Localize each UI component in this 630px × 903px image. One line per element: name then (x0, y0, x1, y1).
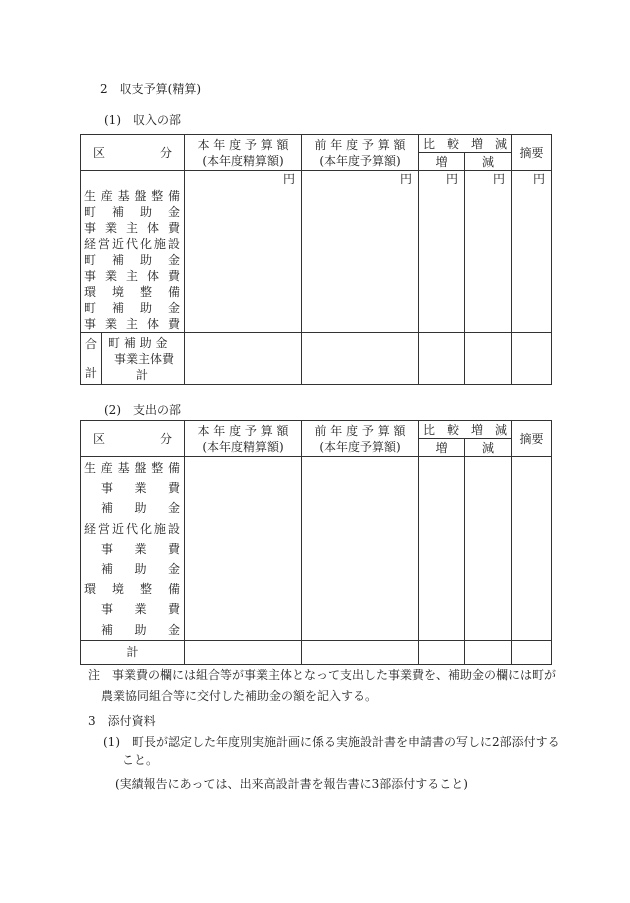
current-budget-header (185, 421, 302, 457)
total-label-cell (81, 333, 102, 385)
attach-line-3: (実績報告にあっては、出来高設計書を報告書に3部添付すること) (115, 777, 468, 791)
total-remarks-cell (512, 333, 552, 385)
income-item-label (81, 284, 184, 300)
previous-budget-sub: (本年度予算額) (319, 153, 401, 168)
label-char: 備 (167, 189, 180, 203)
label-char: 整 (151, 461, 164, 475)
label-char: 盤 (134, 461, 147, 475)
label-char: 補 (101, 501, 114, 516)
label-char: 費 (167, 269, 180, 283)
total-current-cell (185, 640, 302, 664)
expense-item-label (81, 519, 184, 539)
label-char: 町 (84, 253, 97, 267)
previous-budget-header (302, 421, 419, 457)
kubun-left: 区 (93, 145, 106, 160)
total-item-subsidy: 町 補 助 金 (108, 336, 168, 350)
expense-item-label (81, 579, 184, 599)
label-char: 営 (97, 521, 110, 536)
income-item-label (81, 204, 184, 220)
previous-budget-label: 前 年 度 予 算 額 (314, 423, 406, 438)
total-increase-cell (419, 333, 465, 385)
expense-title: (2) 支出の部 (104, 403, 181, 417)
expense-item-label (81, 458, 184, 478)
label-char: 環 (84, 285, 97, 299)
current-budget-sub: (本年度精算額) (202, 439, 284, 454)
remarks-header: 摘要 (512, 421, 552, 457)
label-char: 費 (167, 481, 180, 496)
label-char: 代 (125, 237, 138, 251)
expense-table (80, 420, 552, 665)
expense-item-label (81, 620, 184, 640)
label-char: 助 (134, 501, 147, 516)
attach-line-1: (1) 町長が認定した年度別実施計画に係る実施設計書を申請書の写しに2部添付する (103, 735, 560, 749)
label-char: 事 (84, 221, 97, 235)
current-budget-label: 本 年 度 予 算 額 (197, 423, 289, 438)
label-char: 費 (167, 541, 180, 556)
expense-item-label (81, 559, 184, 579)
note-line-1: 注 事業費の欄には組合等が事業主体となって支出した事業費を、補助金の欄には町が (88, 668, 557, 682)
expense-item-label (81, 539, 184, 559)
label-char: 費 (167, 221, 180, 235)
label-char: 金 (167, 622, 180, 637)
note-line-2: 農業協同組合等に交付した補助金の額を記入する。 (101, 689, 378, 703)
label-char: 費 (167, 317, 180, 331)
label-char: 業 (134, 602, 147, 617)
total-decrease-cell (465, 333, 512, 385)
income-item-label (81, 188, 184, 204)
label-char: 備 (167, 285, 180, 299)
kubun-header (81, 421, 185, 457)
label-char: 助 (134, 622, 147, 637)
decrease-cell: 円 (465, 171, 512, 333)
label-char: 基 (117, 189, 130, 203)
label-char: 化 (139, 237, 152, 251)
total-increase-cell (419, 640, 465, 664)
label-char: 整 (139, 582, 152, 597)
label-char: 近 (111, 521, 124, 536)
income-item-label (81, 316, 184, 332)
label-char: 産 (100, 189, 113, 203)
label-char: 町 (84, 205, 97, 219)
label-char: 業 (104, 269, 117, 283)
increase-header: 増 (419, 439, 465, 457)
label-char: 整 (151, 189, 164, 203)
section-2-title: 2 収支予算(精算) (100, 82, 201, 96)
income-item-label (81, 252, 184, 268)
total-label-top: 合 (85, 337, 98, 351)
income-items-cell (81, 171, 185, 333)
label-char: 町 (84, 301, 97, 315)
kubun-right: 分 (159, 431, 172, 446)
total-previous-cell (302, 333, 419, 385)
label-char: 盤 (134, 189, 147, 203)
label-char: 業 (134, 541, 147, 556)
label-char: 事 (101, 541, 114, 556)
label-char: 生 (84, 461, 97, 475)
label-char: 補 (111, 253, 124, 267)
section-3-title: 3 添付資料 (88, 714, 156, 728)
label-char: 営 (97, 237, 110, 251)
previous-budget-header (302, 135, 419, 171)
label-char: 境 (111, 582, 124, 597)
total-label-bottom: 計 (85, 366, 98, 380)
total-item-entity: 事業主体費 (114, 352, 175, 366)
label-char: 体 (146, 221, 159, 235)
income-item-label (81, 268, 184, 284)
previous-budget-cell: 円 (302, 171, 419, 333)
label-char: 環 (84, 582, 97, 597)
kubun-right: 分 (159, 145, 172, 160)
label-char: 境 (111, 285, 124, 299)
total-items-cell (102, 333, 185, 385)
previous-budget-sub: (本年度予算額) (319, 439, 401, 454)
comparison-header: 比 較 増 減 (419, 421, 512, 439)
remarks-header: 摘要 (512, 135, 552, 171)
label-char: 化 (139, 521, 152, 536)
total-previous-cell (302, 640, 419, 664)
label-char: 助 (139, 205, 152, 219)
label-char: 補 (111, 205, 124, 219)
attach-line-2: こと。 (122, 753, 159, 767)
income-table (80, 134, 552, 385)
decrease-header: 減 (465, 439, 512, 457)
income-item-label (81, 236, 184, 252)
expense-item-label (81, 498, 184, 518)
label-char: 助 (139, 301, 152, 315)
label-char: 金 (167, 253, 180, 267)
remarks-cell (512, 457, 552, 641)
current-budget-label: 本 年 度 予 算 額 (197, 137, 289, 152)
label-char: 経 (84, 237, 97, 251)
label-char: 設 (167, 237, 180, 251)
label-char: 事 (101, 481, 114, 496)
label-char: 助 (139, 253, 152, 267)
label-char: 補 (101, 622, 114, 637)
label-char: 体 (146, 269, 159, 283)
label-char: 整 (139, 285, 152, 299)
label-char: 産 (100, 461, 113, 475)
label-char: 経 (84, 521, 97, 536)
label-char: 事 (84, 269, 97, 283)
label-char: 金 (167, 501, 180, 516)
income-item-label (81, 300, 184, 316)
label-char: 備 (167, 582, 180, 597)
expense-item-label (81, 599, 184, 619)
label-char: 施 (153, 237, 166, 251)
total-item-sum: 計 (136, 368, 149, 382)
current-budget-sub: (本年度精算額) (202, 153, 284, 168)
label-char: 業 (104, 221, 117, 235)
increase-cell: 円 (419, 171, 465, 333)
expense-items-cell (81, 457, 185, 641)
previous-budget-label: 前 年 度 予 算 額 (314, 137, 406, 152)
label-char: 金 (167, 301, 180, 315)
previous-budget-cell (302, 457, 419, 641)
income-title: (1) 収入の部 (104, 113, 181, 127)
kubun-left: 区 (93, 431, 106, 446)
decrease-header: 減 (465, 153, 512, 171)
label-char: 備 (167, 461, 180, 475)
label-char: 費 (167, 602, 180, 617)
decrease-cell (465, 457, 512, 641)
label-char: 業 (134, 481, 147, 496)
label-char: 主 (125, 269, 138, 283)
label-char: 設 (167, 521, 180, 536)
current-budget-cell (185, 457, 302, 641)
comparison-header: 比 較 増 減 (419, 135, 512, 153)
current-budget-header (185, 135, 302, 171)
label-char: 事 (101, 602, 114, 617)
label-char: 近 (111, 237, 124, 251)
label-char: 代 (125, 521, 138, 536)
total-remarks-cell (512, 640, 552, 664)
income-item-label (81, 220, 184, 236)
label-char: 補 (101, 561, 114, 576)
label-char: 基 (117, 461, 130, 475)
kubun-header (81, 135, 185, 171)
label-char: 金 (167, 205, 180, 219)
current-budget-cell: 円 (185, 171, 302, 333)
label-char: 補 (111, 301, 124, 315)
expense-total-label: 計 (81, 640, 185, 664)
label-char: 事 (84, 317, 97, 331)
total-decrease-cell (465, 640, 512, 664)
total-current-cell (185, 333, 302, 385)
increase-cell (419, 457, 465, 641)
label-char: 体 (146, 317, 159, 331)
label-char: 施 (153, 521, 166, 536)
label-char: 助 (134, 561, 147, 576)
expense-item-label (81, 478, 184, 498)
increase-header: 増 (419, 153, 465, 171)
label-char: 金 (167, 561, 180, 576)
remarks-cell: 円 (512, 171, 552, 333)
label-char: 主 (125, 317, 138, 331)
label-char: 業 (104, 317, 117, 331)
label-char: 生 (84, 189, 97, 203)
label-char: 主 (125, 221, 138, 235)
